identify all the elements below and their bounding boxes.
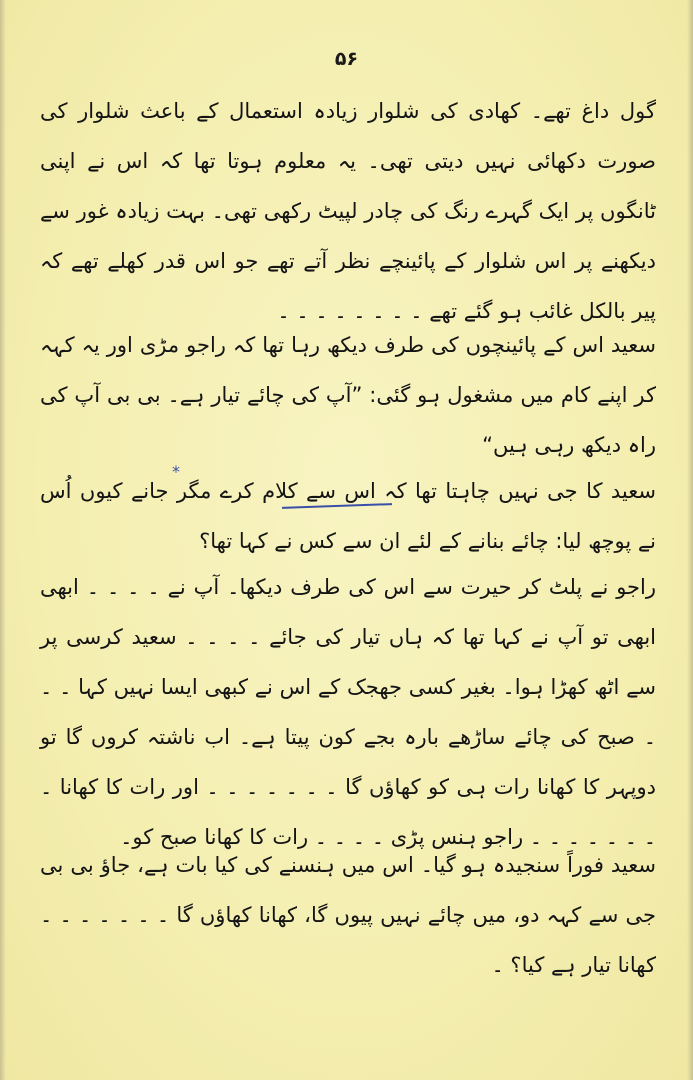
page-number: ۵۶ [334,48,359,70]
paragraph-1 [40,86,656,336]
paragraph-5 [40,840,656,990]
paragraph-text: سعید فوراً سنجیدہ ہو گیا۔ اس میں ہنسنے کی کیا بات ہے، جاؤ بی بی جی سے کہہ دو، میں چائے نہیں پیوں گا، کھانا کھاؤں گا ۔ ۔ ۔ ۔ ۔ ۔ ۔ کھانا تیار ہے کیا؟ ۔ [40,853,656,977]
paragraph-text: سعید اس کے پائینچوں کی طرف دیکھ رہا تھا کہ راجو مڑی اور یہ کہہ کر اپنے کام میں مشغول ہو گئی: ”آپ کی چائے تیار ہے۔ بی بی آپ کی راہ دیکھ رہی ہیں“ [40,333,656,457]
paragraph-text: راجو نے پلٹ کر حیرت سے اس کی طرف دیکھا۔ آپ نے ۔ ۔ ۔ ۔ ابھی ابھی تو آپ نے کہا تھا کہ ہاں تیار کی جائے ۔ ۔ ۔ ۔ سعید کرسی پر سے اٹھ کھڑا ہوا۔ بغیر کسی جھجک کے اس نے کبھی ایسا نہیں کہا ۔ ۔ ۔ صبح کی چائے ساڑھے بارہ بجے کون پیتا ہے۔ اب ناشتہ کروں گا تو دوپہر کا کھانا رات ہی کو کھاؤں گا ۔ ۔ ۔ ۔ ۔ ۔ ۔ اور رات کا کھانا ۔ ۔ ۔ ۔ ۔ ۔ ۔ ۔ راجو ہنس پڑی ۔ ۔ ۔ ۔ رات کا کھانا صبح کو۔ [40,575,656,849]
paragraph-2 [40,320,656,470]
paragraph-text: گول داغ تھے۔ کھادی کی شلوار زیادہ استعمال کے باعث شلوار کی صورت دکھائی نہیں دیتی تھی۔ یہ معلوم ہوتا تھا کہ اس نے اپنی ٹانگوں پر ایک گہرے رنگ کی چادر لپیٹ رکھی تھی۔ بہت زیادہ غور سے دیکھنے پر اس شلوار کے پائینچے نظر آتے تھے جو اس قدر کھلے تھے کہ پیر بالکل غائب ہو گئے تھے ۔ ۔ ۔ ۔ ۔ ۔ ۔ ۔ [40,99,656,323]
paragraph-text: سعید کا جی نہیں چاہتا تھا کہ اس سے کلام کرے مگر جانے کیوں اُس نے پوچھ لیا: چائے بنانے کے لئے ان سے کس نے کہا تھا؟ [40,479,656,553]
paragraph-3 [40,466,656,566]
page-edge-right [687,0,693,1080]
page-edge-left [0,0,6,1080]
paragraph-4 [40,562,656,862]
pen-annotation-mark: * [172,462,180,481]
